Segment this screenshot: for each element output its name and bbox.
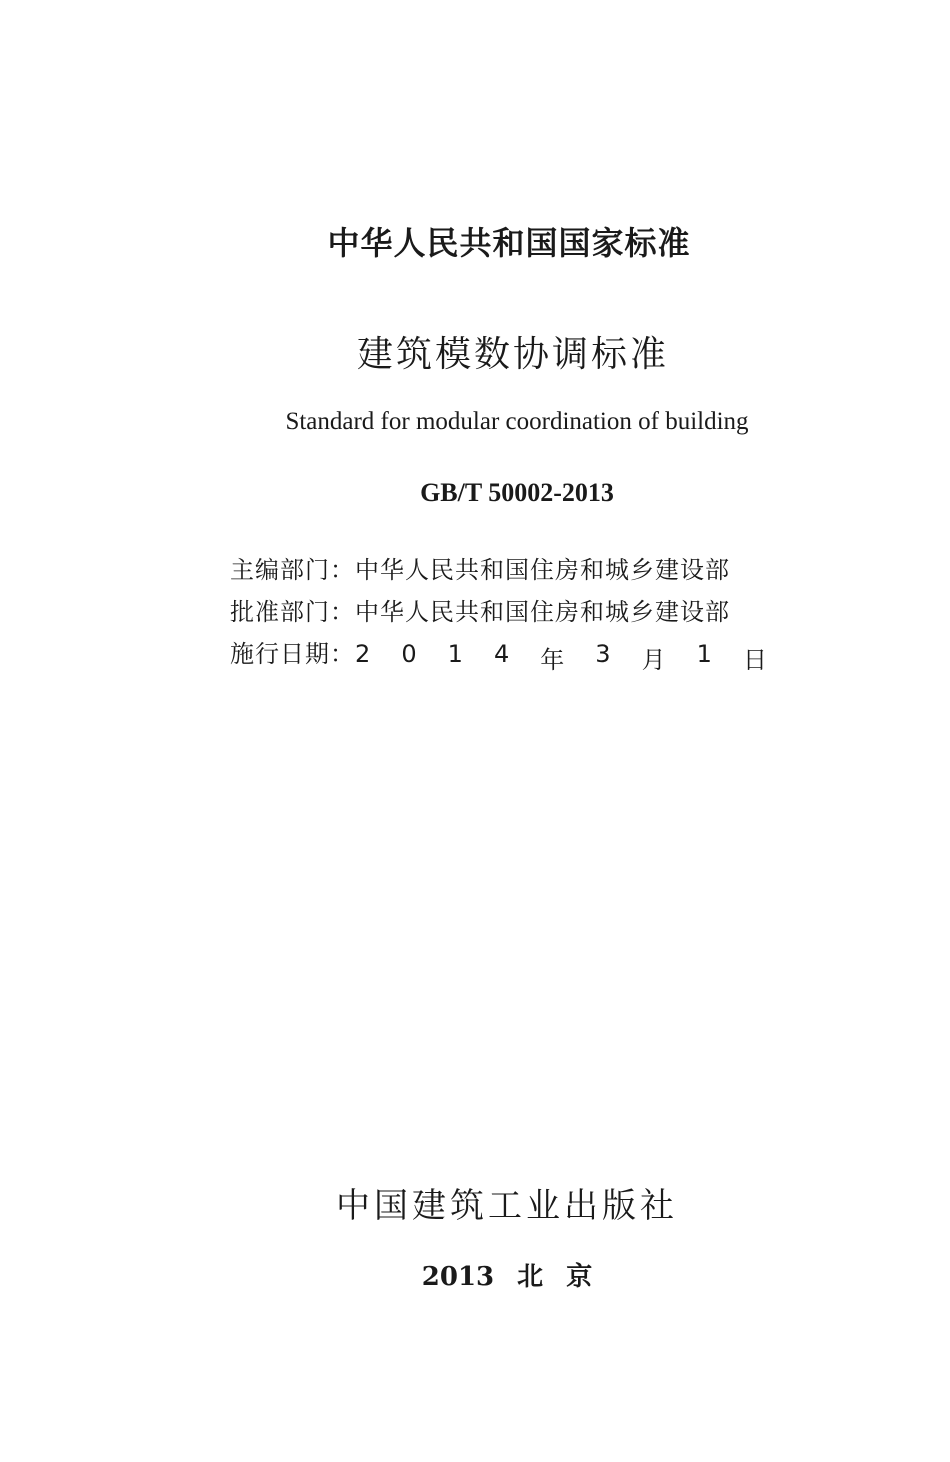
date-char: 年 bbox=[540, 646, 565, 674]
effective-date-value bbox=[355, 640, 767, 675]
effective-date-row bbox=[230, 634, 790, 675]
chinese-title: 建筑模数协调标准 bbox=[356, 334, 669, 375]
effective-date-label: 施行日期： bbox=[230, 640, 355, 668]
date-char: 月 bbox=[641, 646, 666, 674]
national-standard-heading: 中华人民共和国国家标准 bbox=[327, 224, 691, 262]
editor-department-label: 主编部门： bbox=[230, 556, 355, 584]
standard-code: GB/T 50002-2013 bbox=[420, 478, 614, 507]
editor-department-value: 中华人民共和国住房和城乡建设部 bbox=[355, 556, 730, 584]
english-title: Standard for modular coordination of building bbox=[285, 408, 749, 435]
date-char: 1 bbox=[696, 640, 712, 668]
publisher-name: 中国建筑工业出版社 bbox=[336, 1186, 678, 1226]
date-char: 3 bbox=[595, 640, 611, 668]
publication-year-place: 2013 北 京 bbox=[421, 1262, 593, 1292]
editor-department-row bbox=[230, 550, 790, 585]
approver-department-row bbox=[230, 592, 790, 627]
date-char: 日 bbox=[742, 646, 767, 674]
date-char: 0 bbox=[401, 640, 417, 668]
date-char: 2 bbox=[355, 640, 371, 668]
date-char: 1 bbox=[447, 640, 463, 668]
date-char: 4 bbox=[493, 640, 510, 668]
approver-department-label: 批准部门： bbox=[230, 598, 355, 626]
approver-department-value: 中华人民共和国住房和城乡建设部 bbox=[355, 598, 730, 626]
